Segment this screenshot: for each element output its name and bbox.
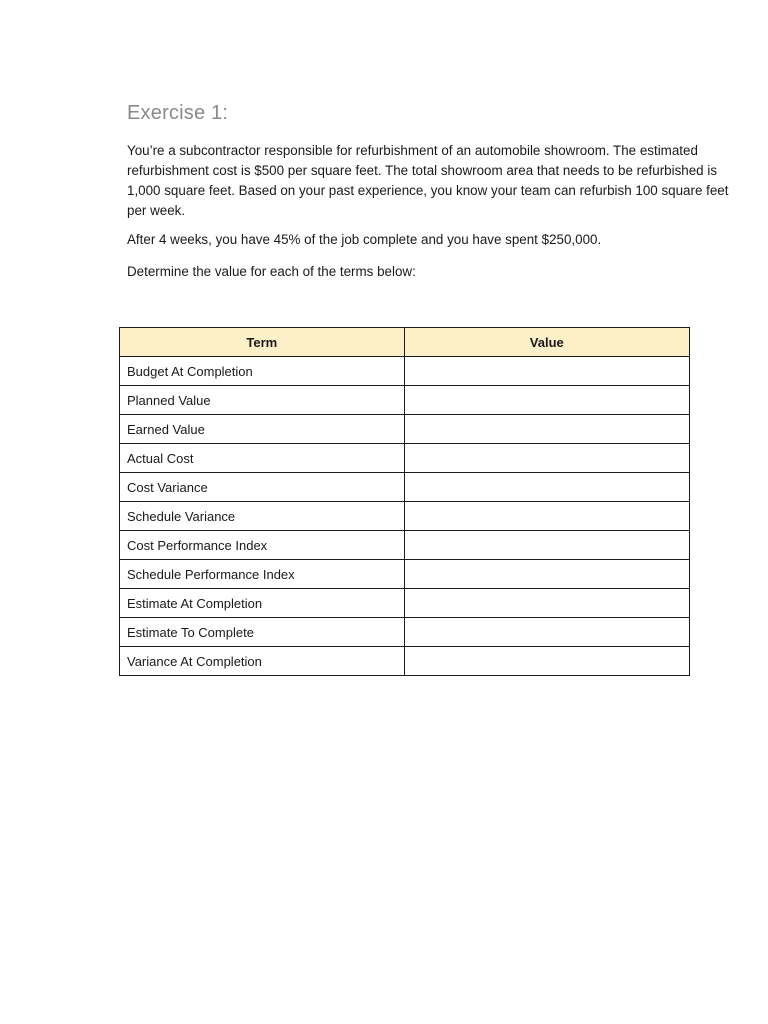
term-cell[interactable]: Schedule Variance [120,502,405,531]
table-row [120,444,690,473]
term-cell[interactable]: Earned Value [120,415,405,444]
table-row [120,415,690,444]
value-cell[interactable] [404,386,689,415]
value-cell[interactable] [404,473,689,502]
term-cell[interactable]: Cost Performance Index [120,531,405,560]
term-cell[interactable]: Planned Value [120,386,405,415]
term-cell[interactable]: Cost Variance [120,473,405,502]
instruction-paragraph[interactable]: Determine the value for each of the terms below: [127,264,416,279]
value-cell[interactable] [404,415,689,444]
value-cell[interactable] [404,357,689,386]
term-cell[interactable]: Estimate To Complete [120,618,405,647]
term-cell[interactable]: Actual Cost [120,444,405,473]
table-row [120,589,690,618]
value-cell[interactable] [404,444,689,473]
exercise-heading: Exercise 1: [127,102,229,124]
term-column-header[interactable]: Term [120,328,405,357]
table-row [120,473,690,502]
value-cell[interactable] [404,531,689,560]
term-cell[interactable]: Budget At Completion [120,357,405,386]
progress-paragraph[interactable]: After 4 weeks, you have 45% of the job complete and you have spent $250,000. [127,232,602,247]
scenario-paragraph[interactable]: You’re a subcontractor responsible for refurbishment of an automobile showroom. The estimated refurbishment cost is $500 per square feet. The total showroom area that needs to be refurbished is 1,000 square feet. Based on your past experience, you know your team can refurbish 100 square feet per week. [127,143,729,218]
table-row [120,647,690,676]
terms-table [119,327,690,676]
table-row [120,560,690,589]
term-cell[interactable]: Schedule Performance Index [120,560,405,589]
term-cell[interactable]: Variance At Completion [120,647,405,676]
value-cell[interactable] [404,647,689,676]
value-cell[interactable] [404,502,689,531]
table-row [120,618,690,647]
table-row [120,357,690,386]
value-cell[interactable] [404,560,689,589]
value-column-header[interactable]: Value [404,328,689,357]
table-row [120,502,690,531]
value-cell[interactable] [404,618,689,647]
value-cell[interactable] [404,589,689,618]
table-header-row [120,328,690,357]
term-cell[interactable]: Estimate At Completion [120,589,405,618]
table-row [120,386,690,415]
table-row [120,531,690,560]
